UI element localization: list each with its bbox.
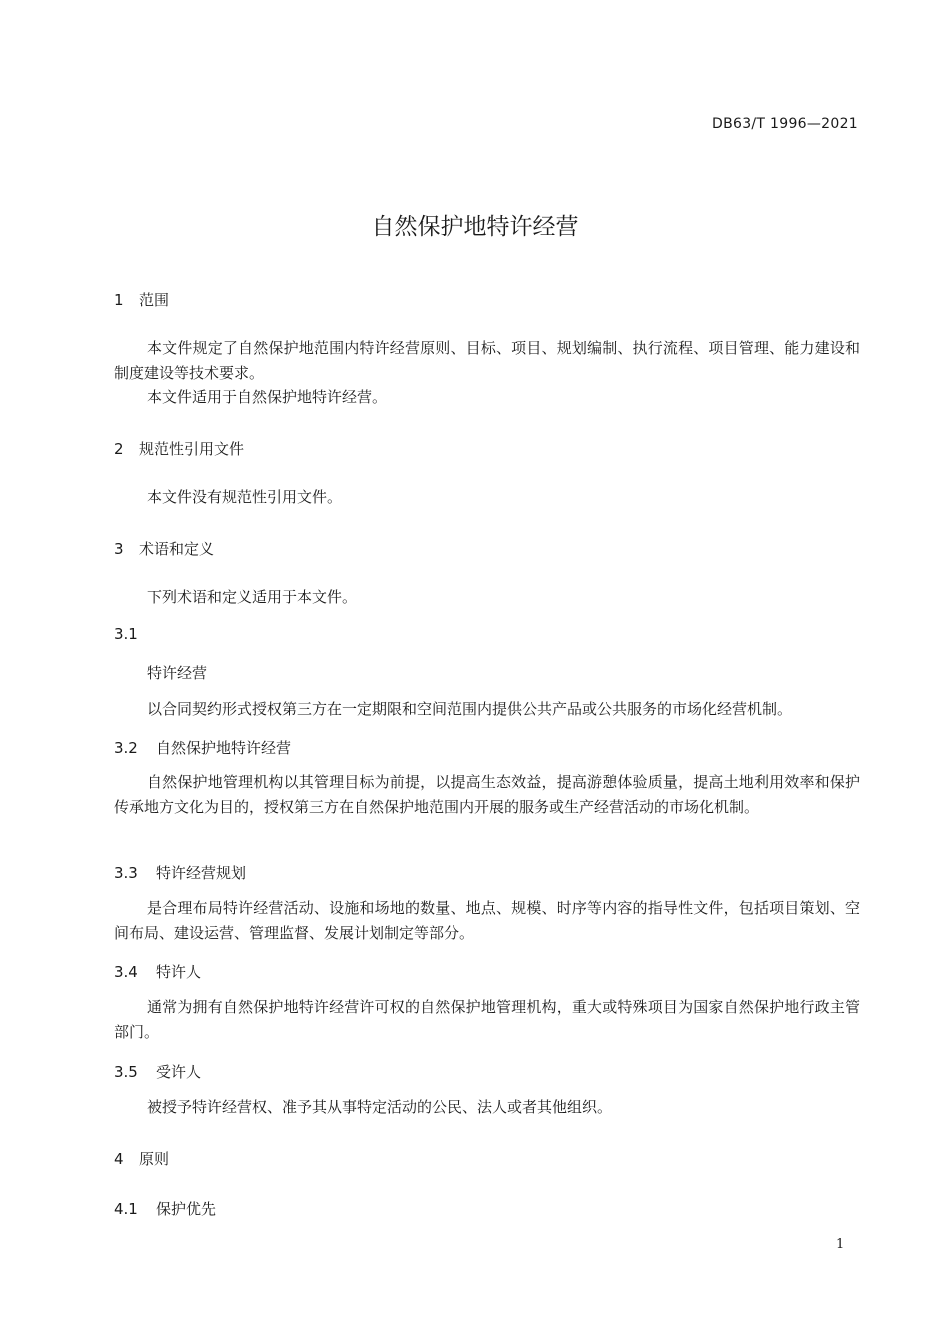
term-name: 特许人 [156, 963, 202, 981]
clause-3-2-heading [114, 737, 291, 758]
section-number: 4 [114, 1150, 124, 1168]
section-3-heading [114, 538, 214, 559]
clause-3-4-heading [114, 961, 201, 982]
section-number: 3 [114, 540, 124, 558]
paragraph: 下列术语和定义适用于本文件。 [147, 588, 358, 606]
term-name: 特许经营规划 [156, 864, 247, 882]
term-name: 特许经营 [147, 664, 208, 682]
term-definition: 被授予特许经营权、准予其从事特定活动的公民、法人或者其他组织。 [147, 1098, 613, 1116]
term-name: 受许人 [156, 1063, 202, 1081]
clause-3-1-number: 3.1 [114, 625, 138, 643]
section-title: 范围 [139, 291, 170, 309]
paragraph: 本文件没有规范性引用文件。 [147, 488, 343, 506]
term-definition: 通常为拥有自然保护地特许经营许可权的自然保护地管理机构，重大或特殊项目为国家自然保护地行政主管部门。 [114, 998, 860, 1041]
clause-number: 3.5 [114, 1063, 138, 1081]
section-title: 规范性引用文件 [139, 440, 245, 458]
paragraph: 本文件适用于自然保护地特许经营。 [147, 388, 388, 406]
term-definition: 自然保护地管理机构以其管理目标为前提，以提高生态效益，提高游憩体验质量，提高土地利用效率和保护传承地方文化为目的，授权第三方在自然保护地范围内开展的服务或生产经营活动的市场化机制。 [114, 773, 860, 816]
term-definition: 以合同契约形式授权第三方在一定期限和空间范围内提供公共产品或公共服务的市场化经营机制。 [147, 700, 793, 718]
section-1-heading [114, 289, 169, 310]
clause-3-5-heading [114, 1061, 201, 1082]
section-number: 1 [114, 291, 124, 309]
page-number: 1 [836, 1237, 845, 1252]
clause-4-1-heading [114, 1198, 216, 1219]
clause-number: 4.1 [114, 1200, 138, 1218]
clause-title: 保护优先 [156, 1200, 217, 1218]
section-number: 2 [114, 440, 124, 458]
document-title: 自然保护地特许经营 [371, 214, 579, 240]
section-4-heading [114, 1148, 169, 1169]
section-2-heading [114, 438, 244, 459]
clause-number: 3.3 [114, 864, 138, 882]
term-name: 自然保护地特许经营 [156, 739, 292, 757]
standard-code: DB63/T 1996—2021 [712, 116, 858, 132]
clause-number: 3.2 [114, 739, 138, 757]
section-title: 术语和定义 [139, 540, 215, 558]
clause-3-3-heading [114, 862, 246, 883]
section-title: 原则 [139, 1150, 170, 1168]
clause-number: 3.4 [114, 963, 138, 981]
paragraph: 本文件规定了自然保护地范围内特许经营原则、目标、项目、规划编制、执行流程、项目管理、能力建设和制度建设等技术要求。 [114, 339, 860, 382]
term-definition: 是合理布局特许经营活动、设施和场地的数量、地点、规模、时序等内容的指导性文件，包括项目策划、空间布局、建设运营、管理监督、发展计划制定等部分。 [114, 899, 860, 942]
